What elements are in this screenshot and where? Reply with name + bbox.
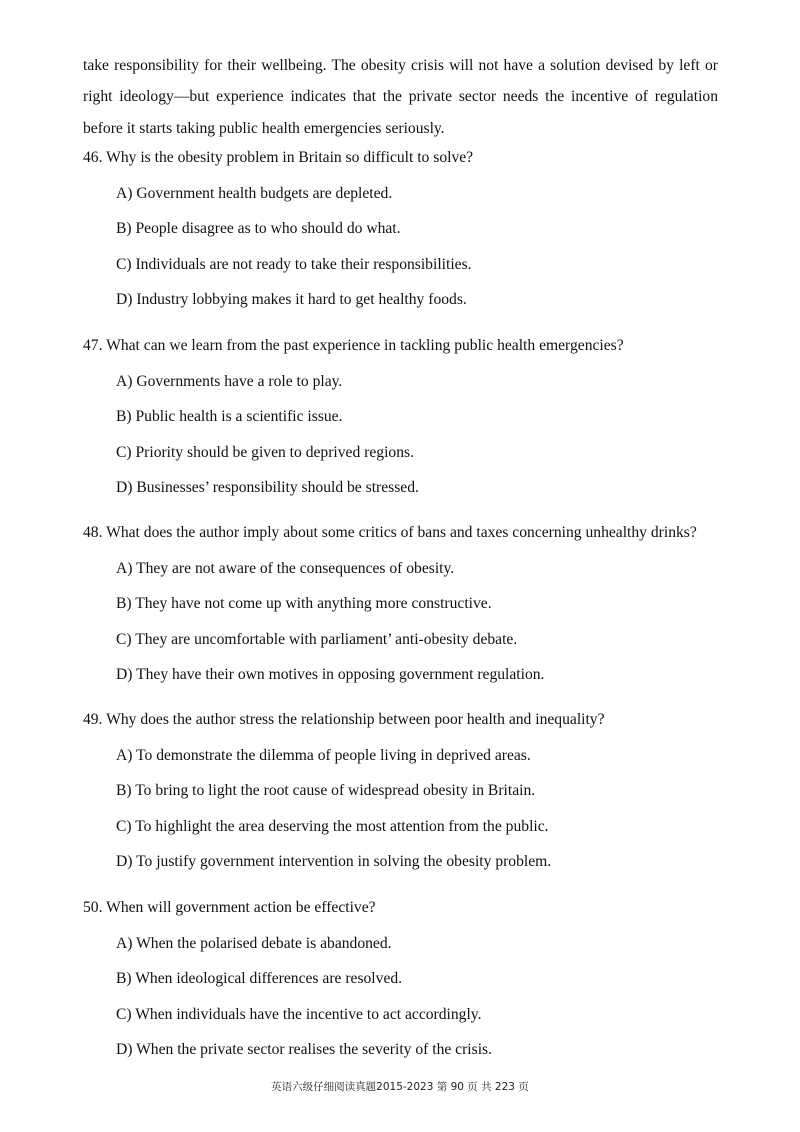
option-b: B) To bring to light the root cause of widespread obesity in Britain. xyxy=(116,782,536,799)
option-d: D) When the private sector realises the severity of the crisis. xyxy=(116,1041,492,1058)
question-48 xyxy=(83,522,773,686)
option-b: B) Public health is a scientific issue. xyxy=(116,408,343,425)
option-a: A) They are not aware of the consequences of obesity. xyxy=(116,559,455,577)
question-47 xyxy=(83,335,773,499)
option-d: D) They have their own motives in opposing government regulation. xyxy=(116,666,545,683)
option-b: B) They have not come up with anything more constructive. xyxy=(116,595,492,612)
option-a: A) Government health budgets are depleted. xyxy=(116,184,393,202)
option-a: A) Governments have a role to play. xyxy=(116,372,343,390)
question-stem: 47. What can we learn from the past experience in tackling public health emergencies? xyxy=(83,337,624,354)
question-46 xyxy=(83,147,773,311)
option-a: A) When the polarised debate is abandoned. xyxy=(116,934,392,952)
question-stem: 46. Why is the obesity problem in Britain so difficult to solve? xyxy=(83,149,474,166)
option-c: C) To highlight the area deserving the most attention from the public. xyxy=(116,817,549,835)
option-b: B) People disagree as to who should do what. xyxy=(116,220,401,237)
option-d: D) Industry lobbying makes it hard to get healthy foods. xyxy=(116,291,467,308)
option-a: A) To demonstrate the dilemma of people living in deprived areas. xyxy=(116,746,531,764)
option-c: C) Individuals are not ready to take their responsibilities. xyxy=(116,255,472,273)
question-stem: 48. What does the author imply about some critics of bans and taxes concerning unhealthy drinks? xyxy=(83,524,697,541)
option-c: C) They are uncomfortable with parliament’ anti-obesity debate. xyxy=(116,630,518,648)
page-footer: 英语六级仔细阅读真题2015-2023 第 90 页 共 223 页 xyxy=(271,1081,529,1093)
option-c: C) Priority should be given to deprived regions. xyxy=(116,443,414,461)
option-d: D) To justify government intervention in solving the obesity problem. xyxy=(116,853,552,870)
option-d: D) Businesses’ responsibility should be stressed. xyxy=(116,479,419,496)
question-49 xyxy=(83,709,773,873)
option-c: C) When individuals have the incentive to act accordingly. xyxy=(116,1005,482,1023)
question-stem: 50. When will government action be effective? xyxy=(83,899,376,916)
passage-paragraph: take responsibility for their wellbeing. The obesity crisis will not have a solution devised by left or right ideology—but experience indicates that the private sector needs the incentive of regulation before it starts taking public health emergencies seriously. xyxy=(83,56,718,137)
question-stem: 49. Why does the author stress the relationship between poor health and inequality? xyxy=(83,711,605,728)
question-50 xyxy=(83,897,773,1061)
option-b: B) When ideological differences are resolved. xyxy=(116,970,403,987)
